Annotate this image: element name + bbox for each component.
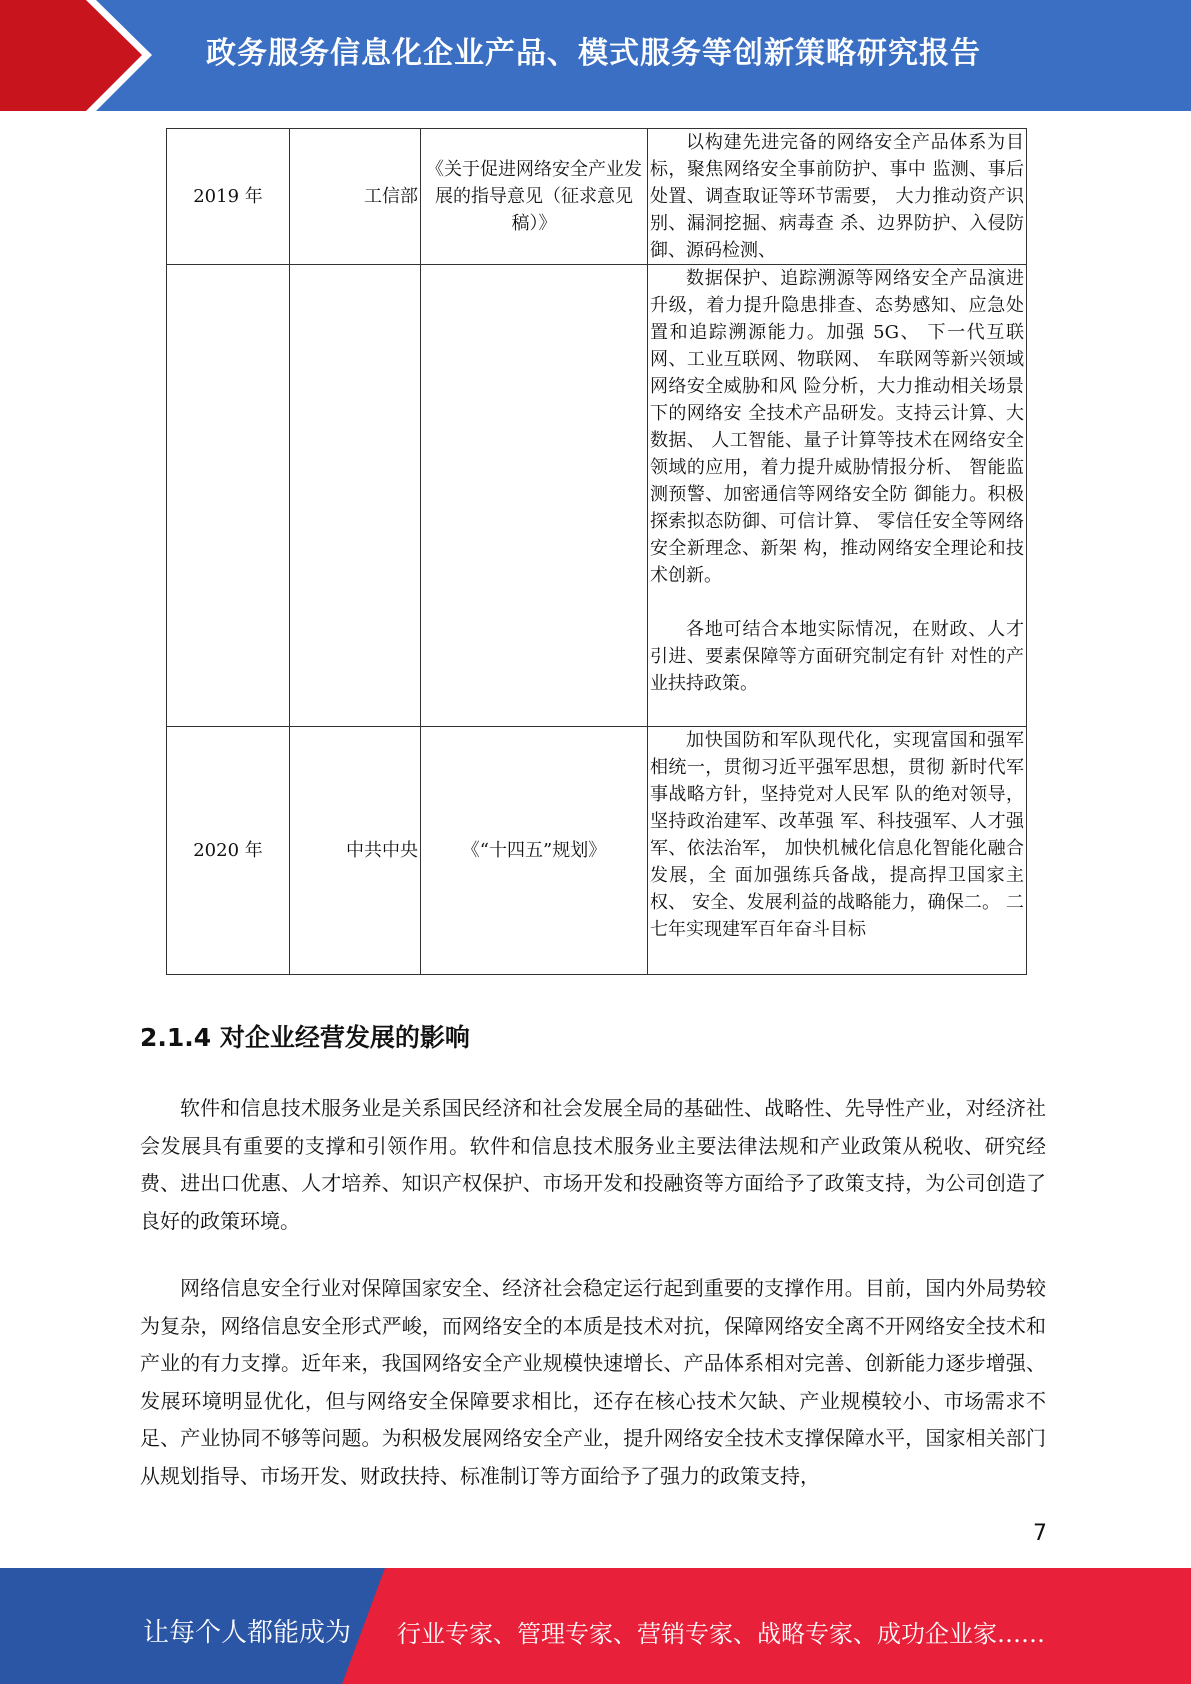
dept-cell: 工信部 <box>290 129 421 265</box>
policy-table <box>166 128 1027 975</box>
table-row <box>167 129 1027 265</box>
year-cell <box>167 265 290 727</box>
section-heading: 2.1.4 对企业经营发展的影响 <box>140 1023 470 1052</box>
document-cell: 《关于促进网络安全产业发展的指导意见（征求意见稿）》 <box>421 129 648 265</box>
year-cell: 2019 年 <box>167 129 290 265</box>
description-text: 各地可结合本地实际情况，在财政、人才引进、要素保障等方面研究制定有针 对性的产业扶持政策。 <box>650 619 1024 694</box>
page-number: 7 <box>1033 1521 1047 1546</box>
description-text: 数据保护、追踪溯源等网络安全产品演进升级，着力提升隐患排查、态势感知、应急处置和追踪溯源能力。加强 5G、 下一代互联网、工业互联网、物联网、 车联网等新兴领域网络安全威胁和风 险分析，大力推动相关场景下的网络安 全技术产品研发。支持云计算、大数据、 人工智能、量子计算等技术在网络安全 领域的应用，着力提升威胁情报分析、 智能监测预警、加密通信等网络安全防 御能力。积极探索拟态防御、可信计算、 零信任安全等网络安全新理念、新架 构，推动网络安全理论和技术创新。 <box>650 268 1024 586</box>
table-row <box>167 727 1027 975</box>
body-paragraph: 软件和信息技术服务业是关系国民经济和社会发展全局的基础性、战略性、先导性产业，对经济社会发展具有重要的支撑和引领作用。软件和信息技术服务业主要法律法规和产业政策从税收、研究经费、进出口优惠、人才培养、知识产权保护、市场开发和投融资等方面给予了政策支持，为公司创造了良好的政策环境。 <box>140 1096 1046 1233</box>
document-cell: 《“十四五”规划》 <box>421 727 648 975</box>
document-cell <box>421 265 648 727</box>
description-text: 加快国防和军队现代化，实现富国和强军相统一，贯彻习近平强军思想，贯彻 新时代军事战略方针，坚持党对人民军 队的绝对领导，坚持政治建军、改革强 军、科技强军、人才强军、依法治军， 加快机械化信息化智能化融合发展，全 面加强练兵备战，提高捍卫国家主权、 安全、发展利益的战略能力，确保二。 二七年实现建军百年奋斗目标 <box>650 730 1024 940</box>
page-footer <box>0 1568 1191 1684</box>
description-cell <box>648 265 1027 727</box>
dept-cell: 中共中央 <box>290 727 421 975</box>
description-cell <box>648 129 1027 265</box>
footer-slogan-right: 行业专家、管理专家、营销专家、战略专家、成功企业家…… <box>397 1620 1045 1648</box>
page-header <box>0 0 1191 111</box>
dept-cell <box>290 265 421 727</box>
body-paragraph: 网络信息安全行业对保障国家安全、经济社会稳定运行起到重要的支撑作用。目前，国内外局势较为复杂，网络信息安全形式严峻，而网络安全的本质是技术对抗，保障网络安全离不开网络安全技术和产业的有力支撑。近年来，我国网络安全产业规模快速增长、产品体系相对完善、创新能力逐步增强、发展环境明显优化，但与网络安全保障要求相比，还存在核心技术欠缺、产业规模较小、市场需求不足、产业协同不够等问题。为积极发展网络安全产业，提升网络安全技术支撑保障水平，国家相关部门从规划指导、市场开发、财政扶持、标准制订等方面给予了强力的政策支持， <box>140 1276 1046 1488</box>
header-arrow-icon <box>0 0 142 111</box>
paragraph-gap <box>650 589 1024 616</box>
report-title: 政务服务信息化企业产品、模式服务等创新策略研究报告 <box>206 36 981 71</box>
description-text: 以构建先进完备的网络安全产品体系为目标，聚焦网络安全事前防护、事中 监测、事后处置、调查取证等环节需要， 大力推动资产识别、漏洞挖掘、病毒查 杀、边界防护、入侵防御、源码检测、 <box>650 132 1024 261</box>
year-cell: 2020 年 <box>167 727 290 975</box>
description-cell <box>648 727 1027 975</box>
footer-slogan-left: 让每个人都能成为 <box>143 1618 352 1648</box>
table-row <box>167 265 1027 727</box>
